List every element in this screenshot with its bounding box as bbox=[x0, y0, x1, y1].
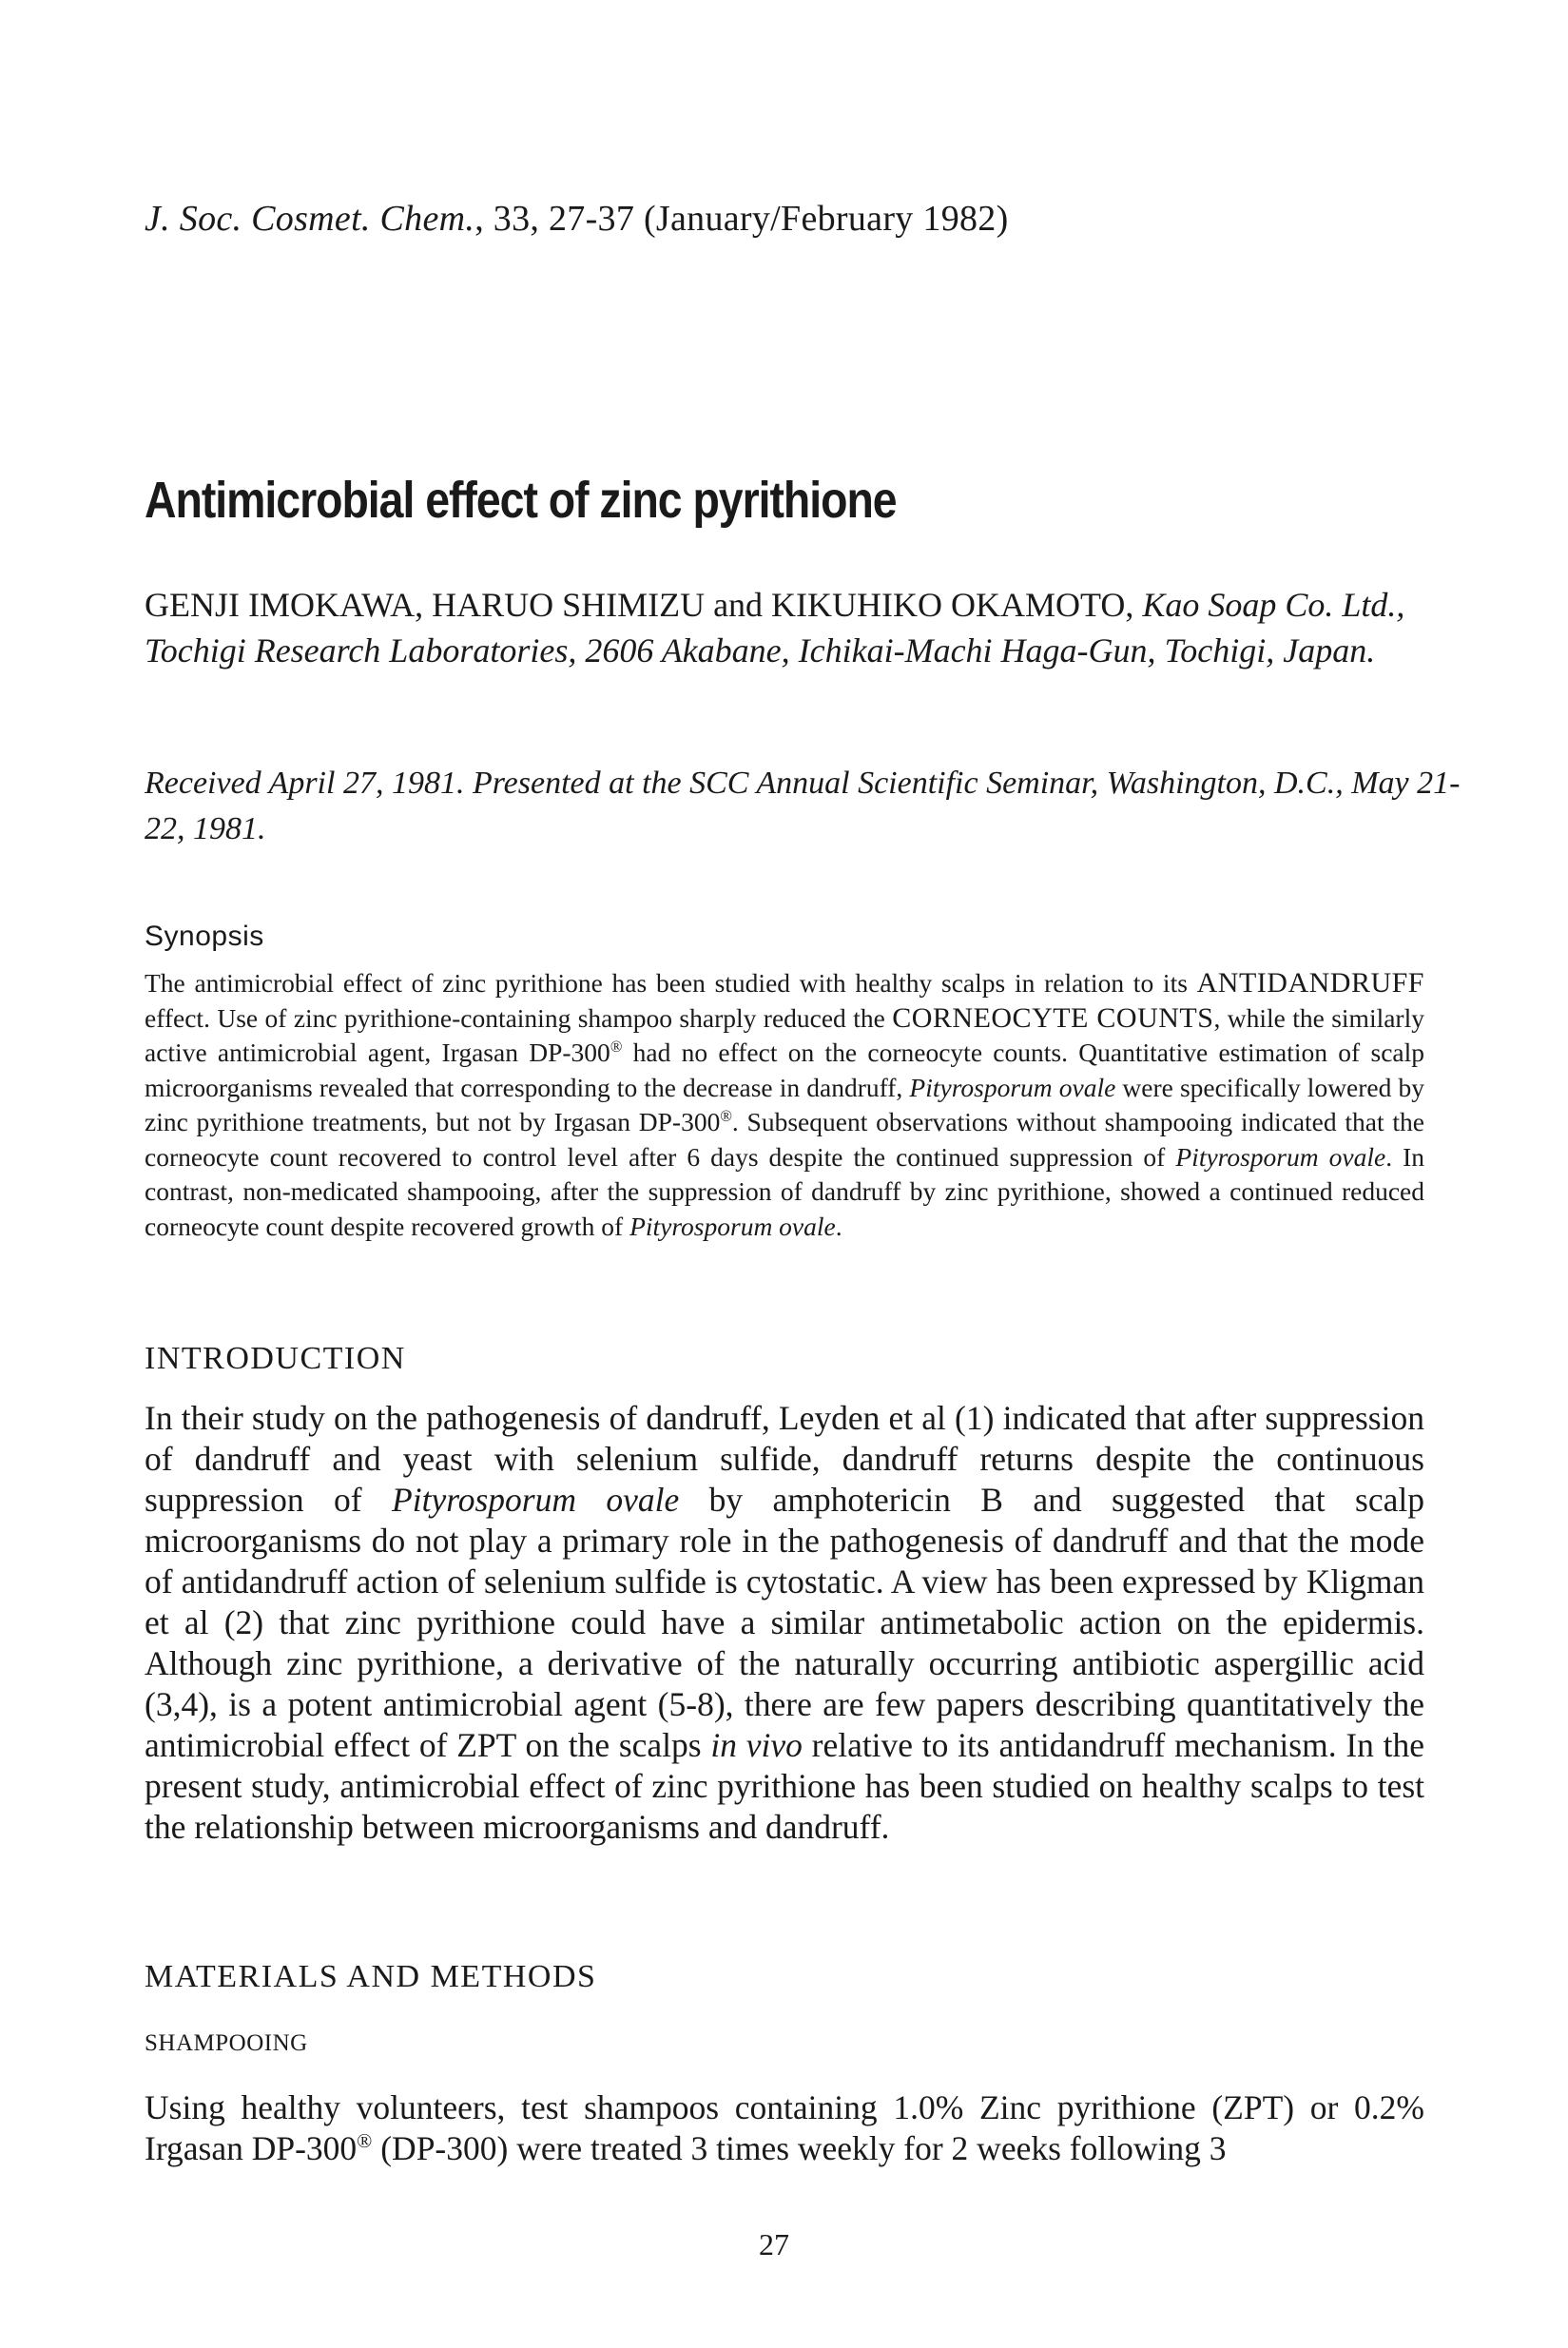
intro-part: In their study on the pathogenesis of dandruff, Leyden et al (1) indicated that after suppression of dandruff and yeast with selenium sulfide, dandruff returns despite the continuous suppression of bbox=[145, 1399, 1424, 1519]
author-block bbox=[145, 582, 1495, 673]
methods-part: (DP-300) were treated 3 times weekly for 2 weeks following 3 bbox=[372, 2129, 1227, 2167]
journal-volume-pages: , 33, 27-37 (January/February 1982) bbox=[474, 199, 1009, 239]
synopsis-part: . In contrast, non-medicated shampooing, after the suppression of dandruff by zinc pyrithione, showed a continued reduced corneocyte count despite recovered growth of bbox=[145, 1141, 1424, 1241]
page-number: 27 bbox=[759, 2227, 789, 2261]
synopsis-part: . bbox=[835, 1211, 842, 1241]
intro-part: by amphotericin B and suggested that scalp microorganisms do not play a primary role in the pathogenesis of dandruff and that the mode of antidandruff action of selenium sulfide is cytostatic. A view has been expressed by Kligman et al (2) that zinc pyrithione could have a similar antimetabolic action on the epidermis. Although zinc pyrithione, a derivative of the naturally occurring antibiotic aspergillic acid (3,4), is a potent antimicrobial agent (5-8), there are few papers describing quantitatively the antimicrobial effect of ZPT on the scalps bbox=[145, 1481, 1424, 1764]
author-names: GENJI IMOKAWA, HARUO SHIMIZU and KIKUHIKO OKAMOTO, bbox=[145, 586, 1134, 624]
author-affiliation: Kao Soap Co. Ltd., Tochigi Research Laboratories, 2606 Akabane, Ichikai-Machi Haga-Gun, Tochigi, Japan. bbox=[145, 586, 1405, 669]
synopsis-part: . Subsequent observations without shampooing indicated that the corneocyte count recovered to control level after 6 days despite the continued suppression of bbox=[145, 1107, 1424, 1172]
synopsis-part: effect. Use of zinc pyrithione-containing shampoo sharply reduced the bbox=[145, 1002, 885, 1033]
organism-name: Pityrosporum ovale bbox=[629, 1211, 836, 1241]
introduction-text bbox=[145, 1398, 1424, 1848]
methods-part: Using healthy volunteers, test shampoos containing 1.0% Zinc pyrithione (ZPT) or 0.2% Irgasan DP-300 bbox=[145, 2088, 1424, 2167]
journal-name: J. Soc. Cosmet. Chem. bbox=[145, 199, 475, 239]
registered-mark: ® bbox=[720, 1106, 732, 1125]
registered-mark: ® bbox=[357, 2129, 373, 2153]
introduction-heading: INTRODUCTION bbox=[145, 1341, 406, 1376]
synopsis-term: ANTIDANDRUFF bbox=[1196, 967, 1424, 999]
received-note: Received April 27, 1981. Presented at the SCC Annual Scientific Seminar, Washington, D.C., May 21-22, 1981. bbox=[145, 766, 1461, 846]
intro-part: relative to its antidandruff mechanism. In the present study, antimicrobial effect of zinc pyrithione has been studied on healthy scalps to test the relationship between microorganisms and dandruff. bbox=[145, 1726, 1425, 1846]
registered-mark: ® bbox=[610, 1037, 623, 1056]
methods-text bbox=[145, 2087, 1424, 2169]
organism-name: Pityrosporum ovale bbox=[909, 1072, 1116, 1102]
synopsis-part: were specifically lowered by zinc pyrithione treatments, but not by Irgasan DP-300 bbox=[145, 1072, 1424, 1136]
synopsis-part: The antimicrobial effect of zinc pyrithione has been studied with healthy scalps in relation to its bbox=[145, 968, 1188, 998]
journal-citation bbox=[145, 198, 1009, 240]
synopsis-part: had no effect on the corneocyte counts. Quantitative estimation of scalp microorganisms revealed that corresponding to the decrease in dandruff, bbox=[145, 1038, 1424, 1102]
article-title: Antimicrobial effect of zinc pyrithione bbox=[145, 472, 897, 529]
synopsis-text bbox=[145, 966, 1424, 1244]
shampooing-subheading: SHAMPOOING bbox=[145, 2030, 308, 2056]
synopsis-heading: Synopsis bbox=[145, 921, 264, 952]
synopsis-term: CORNEOCYTE COUNTS bbox=[892, 1001, 1214, 1034]
in-vivo-term: in vivo bbox=[710, 1726, 803, 1764]
synopsis-part: , while the similarly active antimicrobial agent, Irgasan DP-300 bbox=[145, 1002, 1424, 1067]
methods-heading: MATERIALS AND METHODS bbox=[145, 1959, 597, 1994]
organism-name: Pityrosporum ovale bbox=[392, 1481, 680, 1519]
organism-name: Pityrosporum ovale bbox=[1175, 1141, 1386, 1172]
